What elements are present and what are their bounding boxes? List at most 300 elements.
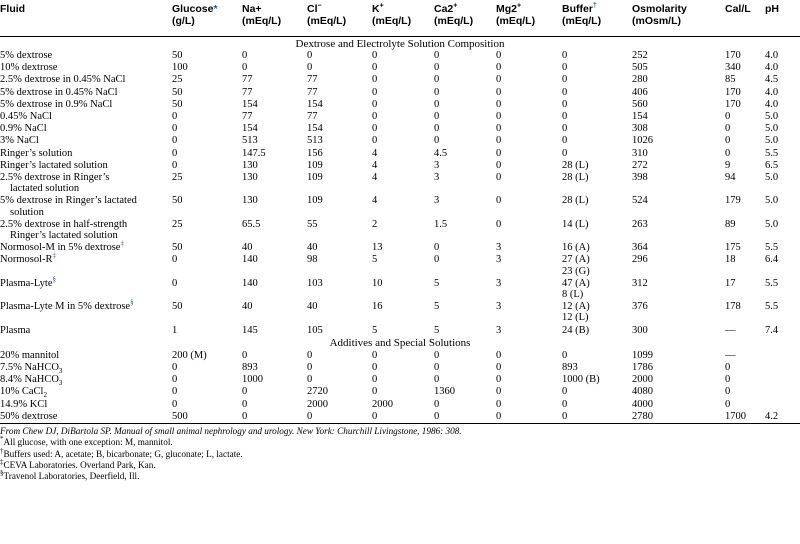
cell-mg: 0 [496,349,502,361]
cell-osm: 398 [632,172,648,184]
table-row [0,374,800,386]
table-row [0,301,800,324]
cell-k: 4 [372,195,378,207]
section-heading: Dextrose and Electrolyte Solution Composition [295,37,505,50]
table-body [0,36,800,424]
footnote-mark: § [52,275,56,284]
cell-osm: 1786 [632,362,653,374]
cell-na: 0 [242,398,248,410]
cell-buffer: 0 [562,410,632,423]
cell-buffer: 0 [562,123,568,135]
table-row [0,410,800,423]
cell-glucose: 0 [172,362,178,374]
cell-mg: 0 [496,386,502,398]
cell-glucose: 0 [172,111,178,123]
cell-k: 2 [372,218,378,230]
cell-glucose: 50 [172,195,183,207]
cell-buffer: 0 [562,135,568,147]
section-heading-row [0,336,800,349]
cell-cl: 0 [307,362,313,374]
cell-cal: 0 [725,123,731,135]
cell-ca: 0 [434,349,440,361]
header-buffer: Buffer† (mEq/L) [562,0,632,36]
cell-mg: 0 [496,135,502,147]
table-row [0,123,800,135]
cell-na: 893 [242,362,258,374]
cell-cl: 40 [307,242,318,254]
cell-k: 4 [372,172,378,184]
cell-na: 0 [242,62,248,74]
cell-osm: 2000 [632,374,653,386]
cell-na: 1000 [242,374,263,386]
cell-ca: 3 [434,172,440,184]
cell-fluid: 10% CaCl$_2$ [0,386,47,400]
cell-na: 0 [242,386,248,398]
cell-mg: 0 [496,362,502,374]
cell-buffer: 0 [562,111,568,123]
cell-ph: 7.4 [765,324,779,336]
cell-buffer: 0 [562,98,568,110]
cell-mg: 0 [496,374,502,386]
cell-cl: 0 [307,50,313,61]
cell-cal: 170 [725,50,741,61]
cell-na: 147.5 [242,147,266,159]
cell-ph [765,374,800,386]
cell-fluid: 8.4% NaHCO$_3$ [0,374,63,388]
cell-k: 0 [372,362,378,374]
header-osmolarity: Osmolarity (mOsm/L) [632,0,725,36]
cell-na: 130 [242,159,258,171]
cell-ca: 0 [434,398,440,410]
cell-cal: 85 [725,74,736,86]
cell-k: 0 [372,135,378,147]
cell-fluid: Normosol-R‡ [0,251,56,266]
cell-glucose: 100 [172,62,188,74]
cell-osm: 263 [632,218,648,230]
cell-buffer: 47 (A) 8 (L) [562,277,590,301]
cell-ph: 5.5 [765,301,779,313]
cell-mg: 0 [496,86,502,98]
footnote-4: §Travenol Laboratories, Deerfield, Ill. [0,468,140,481]
cell-na: 0 [242,410,307,423]
cell-cal: 1700 [725,410,765,423]
cell-cal: 0 [725,362,731,374]
cell-osm: 505 [632,62,648,74]
cell-na: 0 [242,349,248,361]
cell-osm: 524 [632,195,648,207]
cell-ph: 5.5 [765,242,779,254]
source-citation: From Chew DJ, DiBartola SP. Manual of small animal nephrology and urology. New York: Churchill Livingstone, 1986: 308. [0,426,462,437]
cell-osm: 272 [632,159,648,171]
cell-fluid: 2.5% dextrose in half-strength Ringer’s lactated solution [0,218,128,242]
cell-ca: 1.5 [434,218,448,230]
cell-mg: 0 [496,111,502,123]
cell-mg: 0 [496,159,502,171]
cell-cal: 0 [725,386,731,398]
table-row [0,111,800,123]
table-row [0,172,800,195]
cell-k: 0 [372,86,378,98]
cell-mg: 0 [496,98,502,110]
cell-cl: 0 [307,62,313,74]
cell-ca: 0 [434,62,440,74]
cell-cl: 109 [307,195,323,207]
cell-k: 0 [372,386,378,398]
cell-glucose: 50 [172,98,183,110]
header-fluid: Fluid [0,0,172,36]
cell-k: 16 [372,301,383,313]
cell-glucose: 0 [172,277,178,289]
cell-fluid: 7.5% NaHCO$_3$ [0,362,63,376]
cell-cl: 98 [307,254,318,266]
cell-cal: 179 [725,195,741,207]
cell-cl: 156 [307,147,323,159]
cell-ca: 5 [434,324,440,336]
cell-k: 0 [372,50,378,61]
cell-k: 5 [372,254,378,266]
cell-osm: 406 [632,86,648,98]
cell-fluid: Plasma-Lyte§ [0,275,56,289]
cell-mg: 0 [496,147,502,159]
table-row [0,159,800,171]
cell-osm: 1099 [632,349,653,361]
cell-cal: 9 [725,159,731,171]
cell-buffer: 0 [562,398,568,410]
cell-cal: 0 [725,398,731,410]
cell-cal: 89 [725,218,736,230]
cell-ph [765,362,800,374]
cell-osm: 376 [632,301,648,313]
cell-cal: 18 [725,254,736,266]
footnote-3: ‡CEVA Laboratories. Overland Park, Kan. [0,457,156,470]
cell-fluid: Plasma-Lyte M in 5% dextrose§ [0,298,134,313]
cell-glucose: 50 [172,242,183,254]
cell-osm: 4080 [632,386,653,398]
cell-cl: 0 [307,410,372,423]
cell-na: 154 [242,123,258,135]
cell-mg: 3 [496,277,502,289]
cell-na: 140 [242,277,258,289]
cell-mg: 3 [496,254,502,266]
cell-mg: 0 [496,50,502,61]
cell-glucose: 25 [172,218,183,230]
cell-cl: 109 [307,172,323,184]
cell-mg: 3 [496,242,502,254]
footnote-mark-buffer: † [592,2,597,10]
cell-mg: 0 [496,218,502,230]
cell-mg: 3 [496,324,502,336]
cell-cal: 94 [725,172,736,184]
cell-mg: 0 [496,172,502,184]
footnote-1: *All glucose, with one exception: M, mannitol. [0,435,173,448]
cell-ph: 5.0 [765,195,779,207]
cell-fluid: Ringer’s solution [0,147,73,159]
footnote-mark: § [130,298,134,307]
cell-cl: 513 [307,135,323,147]
cell-ca: 5 [434,301,440,313]
cell-ca: 4.5 [434,147,448,159]
cell-glucose: 0 [172,374,178,386]
cell-k: 2000 [372,398,393,410]
cell-fluid: Plasma [0,324,31,336]
table-row [0,195,800,218]
cell-na: 40 [242,301,253,313]
cell-fluid: 2.5% dextrose in Ringer’s lactated solution [0,172,110,195]
cell-k: 4 [372,159,378,171]
cell-fluid: 5% dextrose in 0.9% NaCl [0,98,113,110]
table-row [0,135,800,147]
table-row [0,98,800,110]
cell-k: 0 [372,98,378,110]
table-row [0,362,800,374]
cell-ph: 4.0 [765,62,779,74]
cell-mg: 3 [496,301,502,313]
cell-ca: 0 [434,74,440,86]
cell-buffer: 28 (L) [562,195,589,207]
cell-k: 10 [372,277,383,289]
cell-na: 0 [242,50,248,61]
cell-cal: — [725,349,736,361]
cell-osm: 4000 [632,398,653,410]
header-ph: pH [765,0,800,36]
header-k: K+ (mEq/L) [372,0,434,36]
cell-fluid: 20% mannitol [0,349,60,361]
cell-mg: 0 [496,398,502,410]
cell-cal: 0 [725,135,731,147]
cell-cal: 17 [725,277,736,289]
cell-ph: 6.4 [765,254,779,266]
cell-ca: 0 [434,374,440,386]
cell-ph: 4.0 [765,98,779,110]
cell-k: 5 [372,324,378,336]
cell-osm: 310 [632,147,648,159]
cell-fluid: 0.9% NaCl [0,123,47,135]
cell-ph [765,398,800,410]
cell-k: 0 [372,374,378,386]
cell-cl: 103 [307,277,323,289]
cell-ph [765,349,800,361]
cell-ca: 3 [434,159,440,171]
cell-osm: 2780 [632,410,725,423]
footnote-mark: ‡ [52,251,56,260]
header-ca: Ca2+ (mEq/L) [434,0,496,36]
cell-glucose: 0 [172,398,178,410]
table-row [0,50,800,62]
cell-na: 513 [242,135,258,147]
cell-osm: 312 [632,277,648,289]
cell-cl: 77 [307,86,318,98]
cell-buffer: 28 (L) [562,159,589,171]
cell-mg: 0 [496,410,562,423]
cell-fluid: 50% dextrose [0,410,172,423]
cell-glucose: 200 (M) [172,349,207,361]
cell-ph: 5.5 [765,147,779,159]
cell-ph: 4.0 [765,50,779,61]
table-row [0,386,800,398]
table-row [0,254,800,277]
cell-ph: 4.2 [765,410,800,423]
cell-cl: 2720 [307,386,328,398]
cell-glucose: 25 [172,74,183,86]
cell-ph: 4.5 [765,74,779,86]
header-row [0,0,800,36]
cell-cal: 175 [725,242,741,254]
cell-buffer: 0 [562,86,568,98]
cell-osm: 560 [632,98,648,110]
footnote-2: †Buffers used: A, acetate; B, bicarbonate; G, gluconate; L, lactate. [0,446,243,459]
cell-fluid: 14.9% KCl [0,398,48,410]
cell-buffer: 14 (L) [562,218,589,230]
cell-osm: 364 [632,242,648,254]
cell-cl: 77 [307,74,318,86]
cell-ph: 5.0 [765,123,779,135]
cell-fluid: 10% dextrose [0,62,58,74]
cell-k: 0 [372,111,378,123]
cell-mg: 0 [496,195,502,207]
cell-cal: 340 [725,62,741,74]
table-row [0,349,800,361]
cell-fluid: 3% NaCl [0,135,39,147]
cell-k: 0 [372,410,434,423]
table-row [0,147,800,159]
table-row [0,218,800,241]
cell-cal: 178 [725,301,741,313]
header-cal: Cal/L [725,0,765,36]
cell-ph: 5.5 [765,277,779,289]
cell-cl: 77 [307,111,318,123]
cell-na: 65.5 [242,218,261,230]
cell-osm: 252 [632,50,648,61]
cell-cal: — [725,324,736,336]
cell-mg: 0 [496,74,502,86]
cell-ph [765,386,800,398]
cell-na: 130 [242,172,258,184]
footnote-mark: ‡ [120,239,124,248]
cell-glucose: 1 [172,324,178,336]
cell-k: 4 [372,147,378,159]
section-heading: Additives and Special Solutions [329,337,471,350]
cell-buffer: 28 (L) [562,172,589,184]
cell-fluid: 5% dextrose [0,50,53,61]
cell-ca: 0 [434,111,440,123]
cell-cl: 105 [307,324,323,336]
cell-ph: 5.0 [765,111,779,123]
cell-mg: 0 [496,62,502,74]
cell-cl: 0 [307,349,313,361]
cell-na: 130 [242,195,258,207]
cell-glucose: 25 [172,172,183,184]
cell-na: 77 [242,74,253,86]
cell-ca: 0 [434,86,440,98]
cell-ca: 0 [434,242,440,254]
table-row [0,242,800,254]
cell-glucose: 0 [172,386,178,398]
cell-ca: 0 [434,254,440,266]
cell-cl: 109 [307,159,323,171]
cell-osm: 154 [632,111,648,123]
cell-cal: 0 [725,147,731,159]
cell-glucose: 50 [172,50,183,61]
cell-ph: 4.0 [765,86,779,98]
cell-na: 77 [242,111,253,123]
cell-fluid: 0.45% NaCl [0,111,52,123]
cell-ca: 0 [434,362,440,374]
cell-cal: 0 [725,374,731,386]
cell-cl: 0 [307,374,313,386]
cell-ca: 3 [434,195,440,207]
cell-buffer: 27 (A) 23 (G) [562,254,590,277]
cell-ca: 0 [434,50,440,61]
cell-glucose: 0 [172,159,178,171]
table-row [0,398,800,410]
cell-buffer: 893 [562,362,578,374]
cell-na: 145 [242,324,258,336]
cell-ca: 1360 [434,386,455,398]
cell-cal: 0 [725,111,731,123]
cell-mg: 0 [496,123,502,135]
cell-buffer: 0 [562,50,568,61]
header-mg: Mg2+ (mEq/L) [496,0,562,36]
cell-buffer: 0 [562,62,568,74]
cell-ca: 0 [434,98,440,110]
table-row [0,86,800,98]
cell-glucose: 50 [172,301,183,313]
cell-cl: 40 [307,301,318,313]
cell-buffer: 0 [562,74,568,86]
cell-glucose: 500 [172,410,242,423]
cell-fluid: 5% dextrose in 0.45% NaCl [0,86,118,98]
cell-buffer: 16 (A) [562,242,590,254]
table-row [0,277,800,300]
cell-fluid: Normosol-M in 5% dextrose‡ [0,239,124,254]
cell-glucose: 50 [172,86,183,98]
cell-cal: 170 [725,86,741,98]
cell-na: 40 [242,242,253,254]
cell-na: 77 [242,86,253,98]
cell-fluid: 2.5% dextrose in 0.45% NaCl [0,74,126,86]
cell-glucose: 0 [172,123,178,135]
header-cl: Cl− (mEq/L) [307,0,372,36]
cell-ca: 5 [434,277,440,289]
cell-ph: 5.0 [765,135,779,147]
cell-osm: 300 [632,324,648,336]
cell-cl: 2000 [307,398,328,410]
header-glucose: Glucose* (g/L) [172,0,242,36]
cell-buffer: 24 (B) [562,324,590,336]
cell-ca: 0 [434,410,496,423]
cell-cl: 55 [307,218,318,230]
cell-buffer: 12 (A) 12 (L) [562,301,590,324]
cell-fluid: 5% dextrose in Ringer’s lactated solution [0,195,137,218]
cell-ph: 5.0 [765,218,779,230]
cell-buffer: 1000 (B) [562,374,600,386]
cell-fluid: Ringer’s lactated solution [0,159,108,171]
section-heading-row [0,36,800,50]
cell-cl: 154 [307,98,323,110]
cell-glucose: 0 [172,254,178,266]
footnotes [0,426,800,482]
cell-ca: 0 [434,123,440,135]
cell-osm: 308 [632,123,648,135]
table-row [0,324,800,336]
header-na: Na+ (mEq/L) [242,0,307,36]
cell-k: 0 [372,349,378,361]
cell-osm: 296 [632,254,648,266]
cell-k: 0 [372,74,378,86]
cell-k: 13 [372,242,383,254]
cell-osm: 1026 [632,135,653,147]
cell-buffer: 0 [562,386,568,398]
